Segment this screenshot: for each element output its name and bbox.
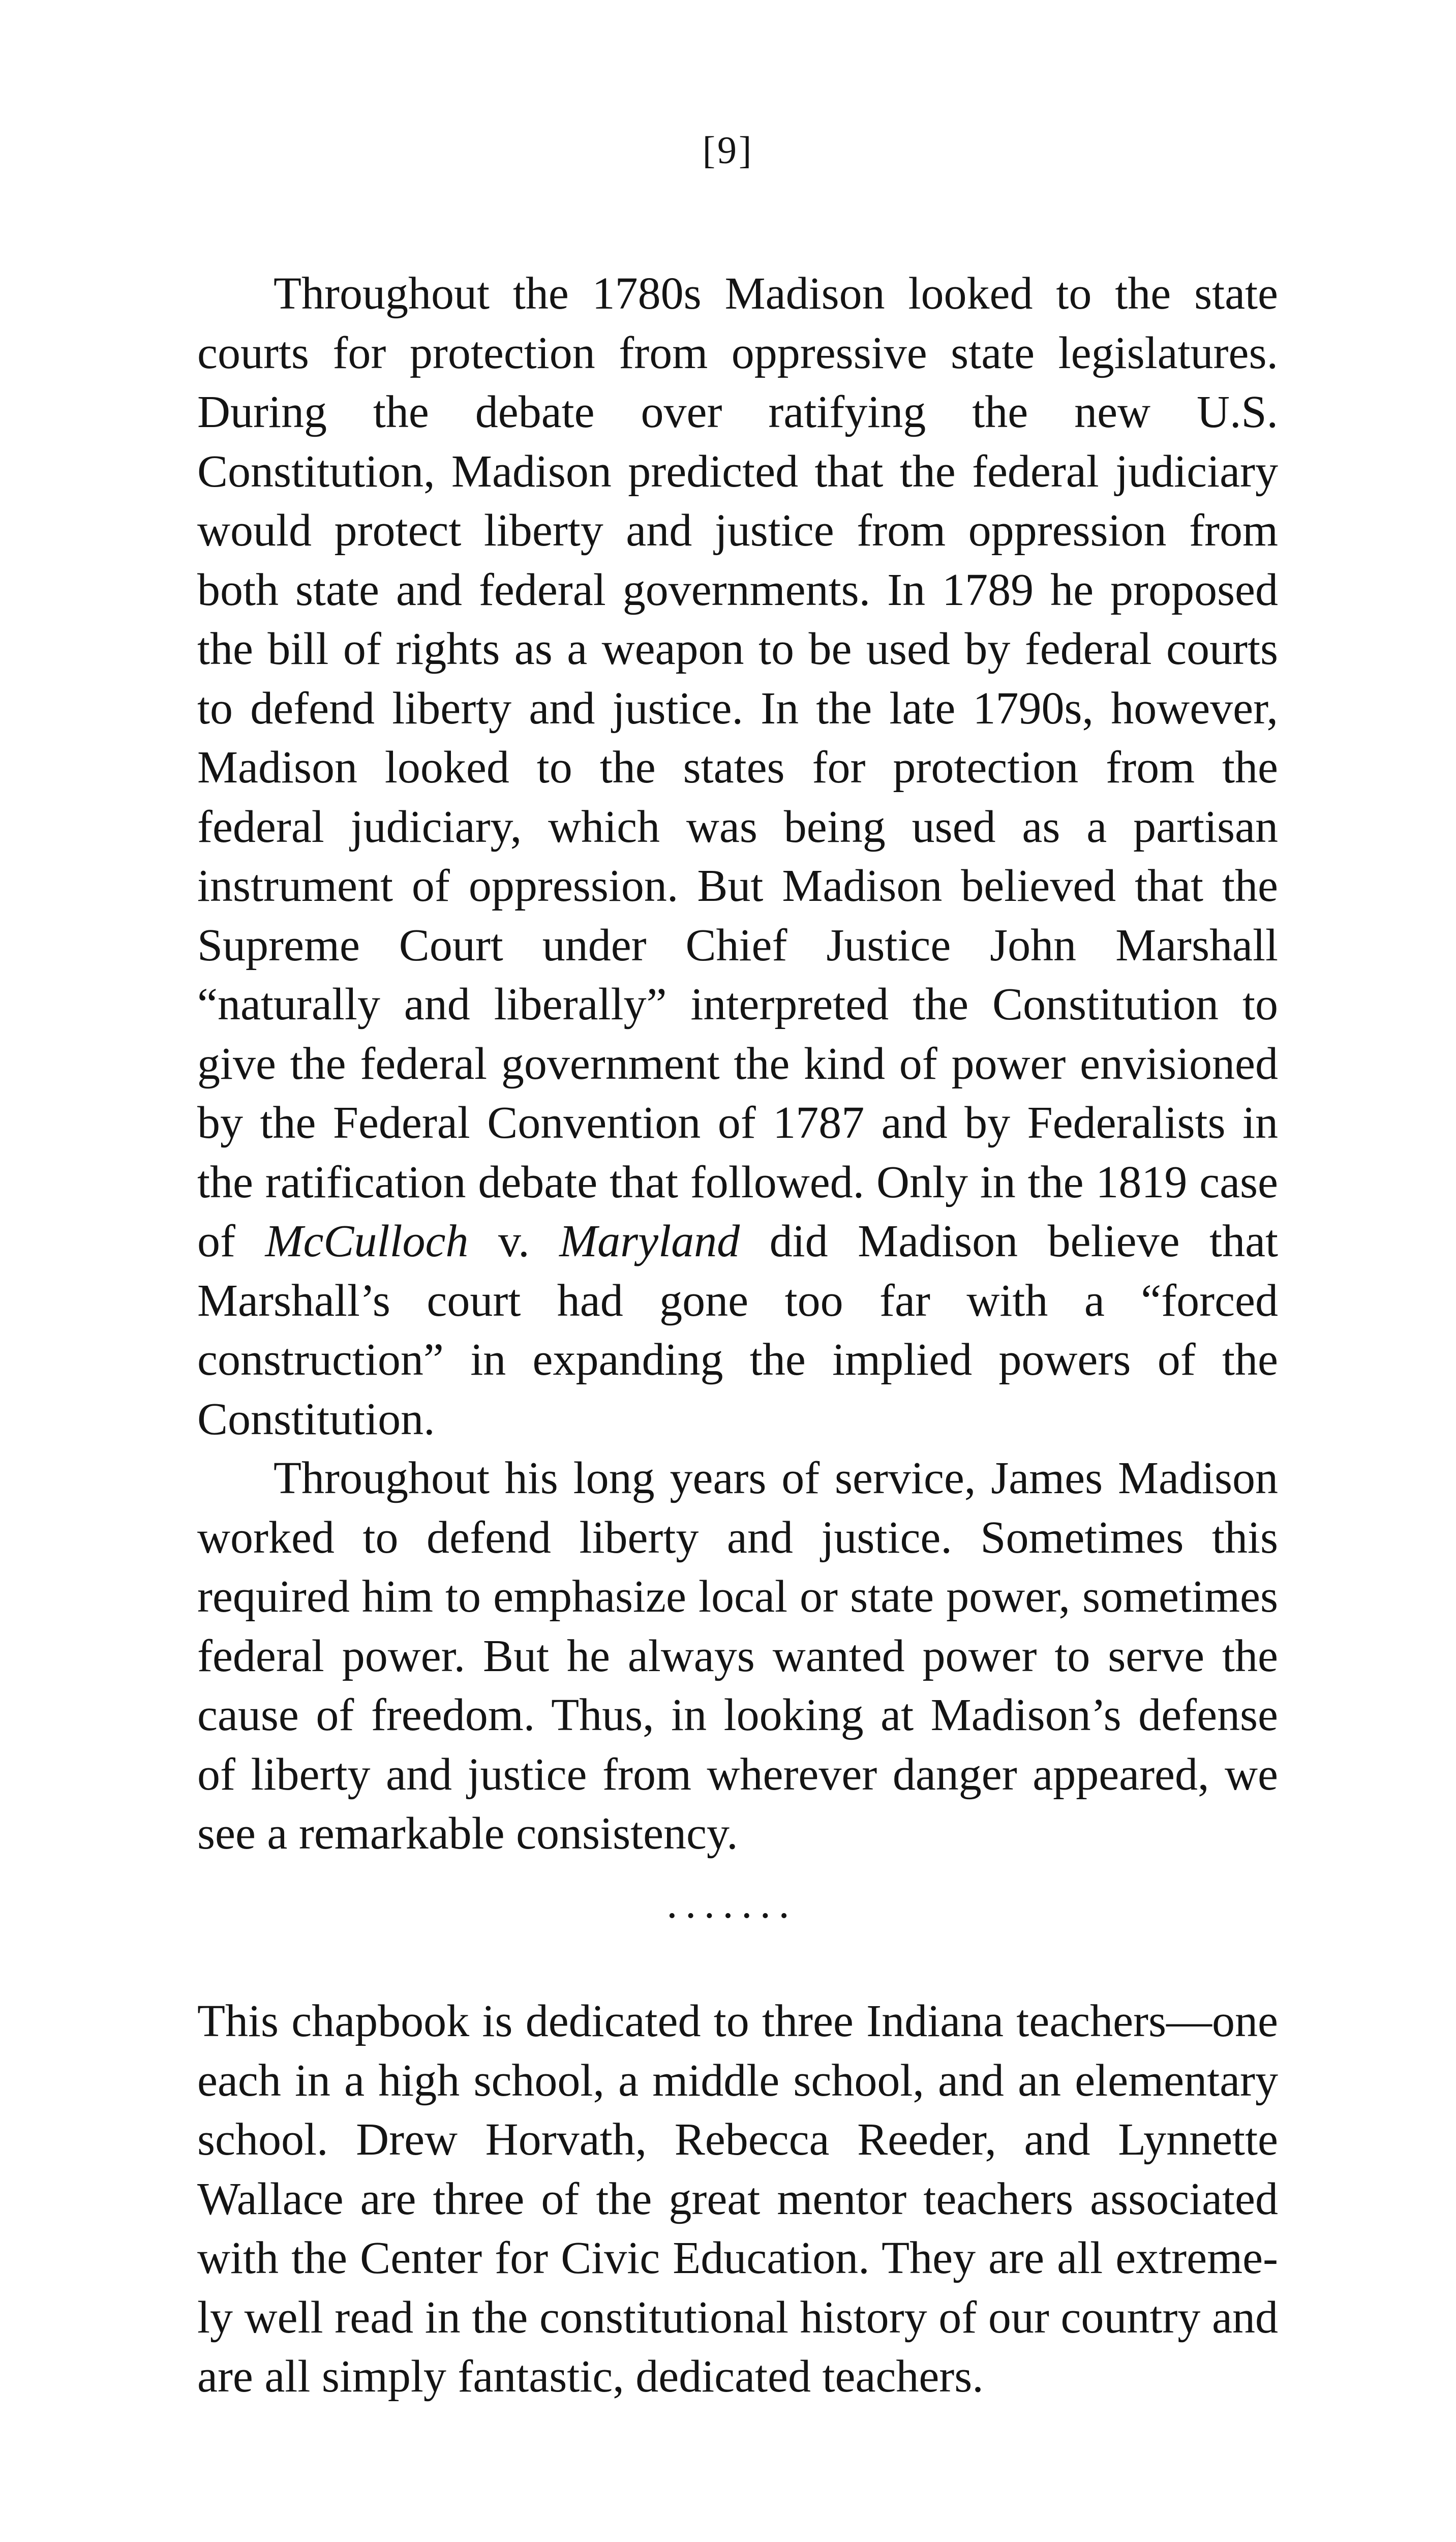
case-versus: v. — [498, 1216, 530, 1266]
case-name-mcculloch: McCulloch — [265, 1216, 469, 1266]
page-number: [9] — [702, 129, 754, 172]
essay-paragraph-1 — [197, 264, 1278, 1449]
dedication-block — [197, 1992, 1278, 2407]
section-divider-dots: ••••••• — [668, 1904, 799, 1928]
dedication-paragraph: This chapbook is dedicated to three Indiana teachers—one each in a high school, a middle school, and an elementary school. Drew Horvath, Rebecca Reeder, and Lynnette Wallace are three of the great mentor teachers associated with the Center for Civic Education. They are all extremely well read in the constitutional history of our country and are all simply fantastic, dedicated teachers. — [197, 1996, 1278, 2402]
essay-body — [197, 264, 1278, 1864]
essay-paragraph-2: Throughout his long years of service, James Madison worked to defend liberty and justice. Sometimes this required him to emphasize local or state power, sometimes federal power. But he always wanted power to serve the cause of freedom. Thus, in looking at Madison’s defense of liberty and justice from wherever danger appeared, we see a remarkable consistency. — [197, 1453, 1278, 1859]
case-name-maryland: Maryland — [559, 1216, 740, 1266]
paragraph-1-text-after: did Madison believe that Marshall’s court had gone too far with a “forced construction” in expanding the implied powers of the Constitution. — [197, 1216, 1279, 1444]
paragraph-1-text-before: Throughout the 1780s Madison looked to the state courts for protection from oppressive state legislatures. During the debate over ratifying the new U.S. Constitution, Madison predicted that the federal judiciary would protect liberty and justice from oppression from both state and federal governments. In 1789 he proposed the bill of rights as a weapon to be used by federal courts to defend liberty and justice. In the late 1790s, however, Madison looked to the states for protection from the federal judiciary, which was being used as a partisan instrument of oppression. But Madison believed that the Supreme Court under Chief Justice John Marshall “naturally and liberally” interpreted the Constitution to give the federal government the kind of power envisioned by the Federal Convention of 1787 and by Federalists in the ratification debate that followed. Only in the 1819 case of — [197, 268, 1278, 1266]
